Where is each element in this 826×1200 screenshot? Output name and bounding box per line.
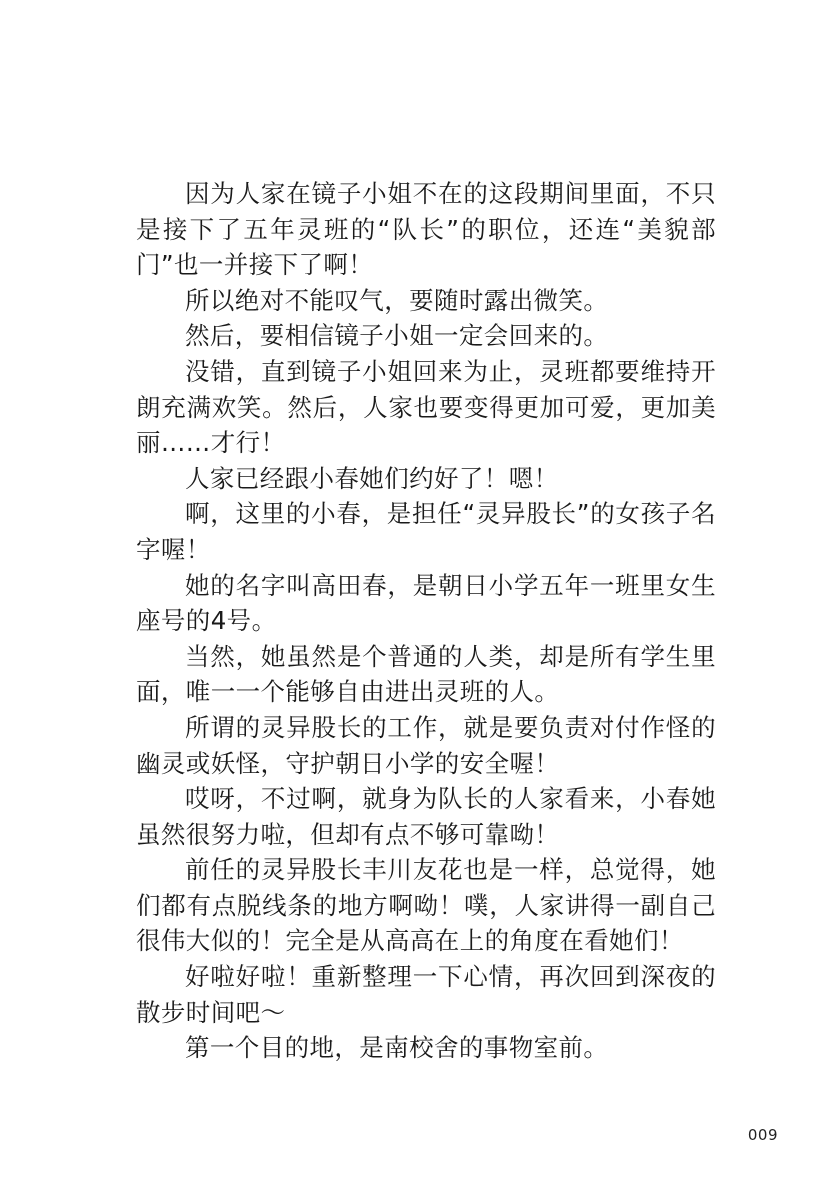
body-text: [136, 176, 716, 1066]
paragraph: 因为人家在镜子小姐不在的这段期间里面，不只是接下了五年灵班的“队长”的职位，还连“美貌部门”也一并接下了啊！: [136, 179, 716, 280]
paragraph: 所以绝对不能叹气，要随时露出微笑。: [185, 285, 609, 315]
paragraph: 人家已经跟小春她们约好了！嗯！: [185, 463, 559, 493]
paragraph: 啊，这里的小春，是担任“灵异股长”的女孩子名字喔！: [136, 499, 716, 564]
paragraph: 她的名字叫高田春，是朝日小学五年一班里女生座号的4号。: [136, 570, 716, 636]
paragraph: 所谓的灵异股长的工作，就是要负责对付作怪的幽灵或妖怪，守护朝日小学的安全喔！: [136, 712, 716, 778]
paragraph: 然后，要相信镜子小姐一定会回来的。: [185, 321, 609, 351]
paragraph: 没错，直到镜子小姐回来为止，灵班都要维持开朗充满欢笑。然后，人家也要变得更加可爱，更加美丽……才行！: [136, 356, 716, 458]
paragraph: 前任的灵异股长丰川友花也是一样，总觉得，她们都有点脱线条的地方啊呦！噗，人家讲得一副自己很伟大似的！完全是从高高在上的角度在看她们！: [136, 855, 716, 956]
page-number: 009: [747, 1126, 778, 1144]
paragraph: 第一个目的地，是南校舍的事物室前。: [185, 1033, 609, 1063]
paragraph: 当然，她虽然是个普通的人类，却是所有学生里面，唯一一个能够自由进出灵班的人。: [136, 641, 716, 707]
paragraph: 好啦好啦！重新整理一下心情，再次回到深夜的散步时间吧～: [136, 962, 716, 1027]
paragraph: 哎呀，不过啊，就身为队长的人家看来，小春她虽然很努力啦，但却有点不够可靠呦！: [136, 784, 716, 849]
